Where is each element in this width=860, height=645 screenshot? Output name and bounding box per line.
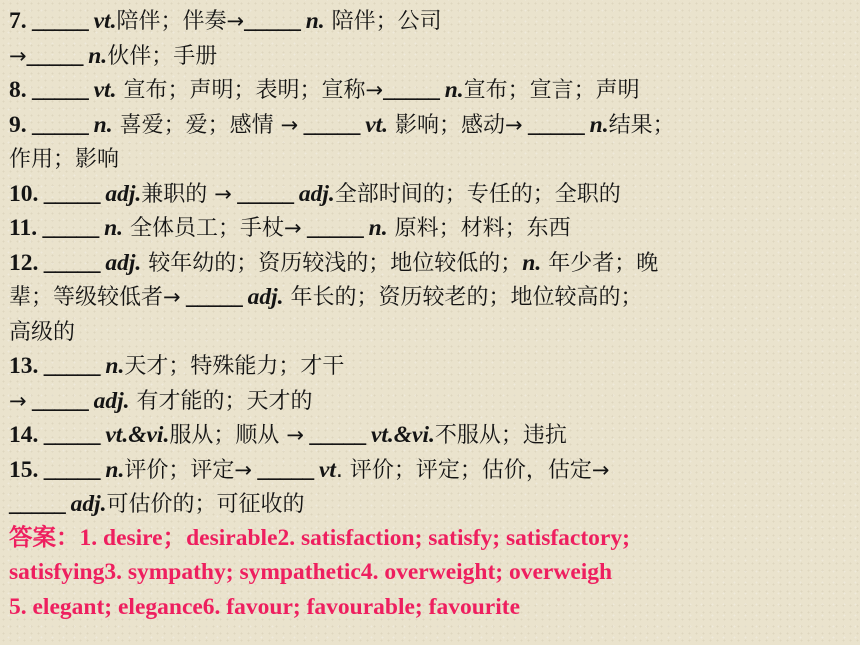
answer-blank: _____ [26, 77, 94, 103]
vocab-item [9, 452, 855, 521]
vocab-line [9, 417, 855, 452]
vocab-line [9, 452, 855, 487]
item-number: 13. [9, 353, 39, 379]
answer-blank: _____ [38, 456, 106, 483]
answer-blank: _____ [251, 456, 319, 483]
vocab-item [9, 245, 855, 349]
item-number: 8. [9, 77, 27, 103]
chinese-meaning: 可估价的；可征收的 [106, 492, 305, 517]
item-number: 9. [9, 111, 27, 138]
part-of-speech: vt. [365, 111, 389, 138]
answer-blank: _____ [301, 215, 369, 241]
answer-blank: _____ [26, 387, 94, 414]
item-number: 14. [9, 422, 39, 448]
answer-blank: _____ [244, 8, 306, 34]
chinese-meaning: 陪伴；伴奏 [116, 9, 227, 34]
chinese-meaning: 天才；特殊能力；才干 [124, 354, 345, 379]
arrow-glyph: → [9, 43, 27, 68]
vocab-line [9, 279, 855, 314]
part-of-speech: vt. [93, 77, 117, 103]
part-of-speech: adj. [105, 249, 142, 276]
chinese-meaning: 年少者；晚 [541, 250, 659, 276]
vocab-line [9, 486, 855, 521]
item-number: 11. [9, 215, 38, 241]
vocab-line [9, 383, 855, 418]
vocab-item [9, 3, 855, 72]
vocab-item [9, 107, 855, 176]
vocab-line [9, 245, 855, 280]
vocab-item [9, 348, 855, 417]
vocab-item [9, 210, 855, 245]
answer-blank: _____ [522, 111, 590, 138]
part-of-speech: n. [522, 249, 542, 276]
part-of-speech: adj. [93, 387, 130, 414]
answer-line: 5. elegant; elegance6. favour; favourable; favourite [9, 593, 520, 620]
vocab-line [9, 348, 855, 383]
answer-blank: _____ [180, 284, 248, 310]
item-number: 10. [9, 180, 39, 207]
part-of-speech: vt.&vi. [370, 422, 435, 448]
answer-blank: _____ [303, 422, 371, 448]
vocabulary-exercise-slide [9, 3, 855, 624]
chinese-meaning: . 评价；评定；估价，估定 [335, 457, 592, 483]
answer-blank: _____ [26, 42, 89, 69]
part-of-speech: vt. [93, 8, 117, 34]
chinese-meaning: 喜爱；爱；感情 [112, 112, 281, 138]
part-of-speech: n. [589, 111, 609, 138]
item-number: 12. [9, 249, 39, 276]
answer-blank: _____ [231, 180, 299, 207]
chinese-meaning: 作用；影响 [9, 147, 120, 172]
arrow-glyph: → [163, 285, 181, 309]
chinese-meaning: 服从；顺从 [169, 423, 287, 448]
answer-blank: _____ [26, 8, 94, 34]
answer-line: 答案：1. desire；desirable2. satisfaction; satisfy; satisfactory; [9, 524, 630, 551]
item-number: 7. [9, 8, 27, 34]
answer-blank: _____ [38, 422, 106, 448]
chinese-meaning: 宣布；声明；表明；宣称 [116, 78, 366, 103]
arrow-glyph: → [505, 112, 523, 137]
answer-blank: _____ [383, 77, 445, 103]
arrow-glyph: → [214, 181, 232, 206]
arrow-glyph: → [280, 112, 299, 137]
chinese-meaning: 有才能的；天才的 [129, 388, 313, 414]
part-of-speech: n. [105, 456, 125, 483]
arrow-glyph: → [9, 388, 27, 413]
part-of-speech: n. [105, 353, 125, 379]
vocab-item [9, 417, 855, 452]
arrow-glyph: → [226, 9, 245, 33]
arrow-glyph: → [284, 216, 302, 240]
vocab-item [9, 176, 855, 211]
chinese-meaning: 原料；材料；东西 [387, 216, 571, 241]
arrow-glyph: → [234, 457, 252, 482]
chinese-meaning: 较年幼的；资历较浅的；地位较低的； [141, 250, 523, 276]
vocab-line [9, 107, 855, 142]
part-of-speech: n. [88, 42, 108, 69]
answer-blank: _____ [26, 111, 94, 138]
vocab-line [9, 38, 855, 73]
chinese-meaning: 年长的；资历较老的；地位较高的； [283, 285, 643, 310]
arrow-glyph: → [286, 423, 304, 447]
vocab-line [9, 314, 855, 349]
answer-blank: _____ [37, 215, 105, 241]
chinese-meaning: 宣布；宣言；声明 [463, 78, 640, 103]
answer-blank: _____ [38, 249, 106, 276]
part-of-speech: vt.&vi. [105, 422, 170, 448]
answer-key [9, 521, 855, 625]
part-of-speech: adj. [298, 180, 335, 207]
answer-blank: _____ [38, 180, 106, 207]
chinese-meaning: 全体员工；手杖 [123, 216, 285, 241]
vocab-line [9, 3, 855, 38]
chinese-meaning: 全部时间的；专任的；全职的 [334, 181, 621, 207]
part-of-speech: n. [305, 8, 325, 34]
vocab-line [9, 141, 855, 176]
chinese-meaning: 高级的 [9, 319, 76, 345]
chinese-meaning: 影响；感动 [388, 112, 506, 138]
part-of-speech: n. [444, 77, 464, 103]
chinese-meaning: 伙伴；手册 [107, 43, 218, 69]
part-of-speech: n. [104, 215, 124, 241]
item-number: 15. [9, 456, 39, 483]
chinese-meaning: 辈；等级较低者 [9, 285, 164, 310]
arrow-glyph: → [591, 457, 610, 482]
vocabulary-items [9, 3, 855, 521]
chinese-meaning: 陪伴；公司 [324, 9, 442, 34]
vocab-line [9, 176, 855, 211]
chinese-meaning: 结果； [608, 112, 675, 138]
vocab-line [9, 210, 855, 245]
answer-blank: _____ [9, 491, 71, 517]
chinese-meaning: 评价；评定 [124, 457, 235, 483]
part-of-speech: adj. [70, 491, 107, 517]
answer-blank: _____ [298, 111, 366, 138]
chinese-meaning: 兼职的 [141, 181, 215, 207]
chinese-meaning: 不服从；违抗 [434, 423, 567, 448]
vocab-line [9, 72, 855, 107]
answer-line: satisfying3. sympathy; sympathetic4. overweight; overweigh [9, 559, 613, 585]
arrow-glyph: → [365, 78, 384, 102]
answer-blank: _____ [38, 353, 106, 379]
part-of-speech: adj. [247, 284, 284, 310]
vocab-item [9, 72, 855, 107]
part-of-speech: n. [368, 215, 388, 241]
part-of-speech: n. [93, 111, 113, 138]
part-of-speech: vt [318, 456, 336, 483]
part-of-speech: adj. [105, 180, 142, 207]
